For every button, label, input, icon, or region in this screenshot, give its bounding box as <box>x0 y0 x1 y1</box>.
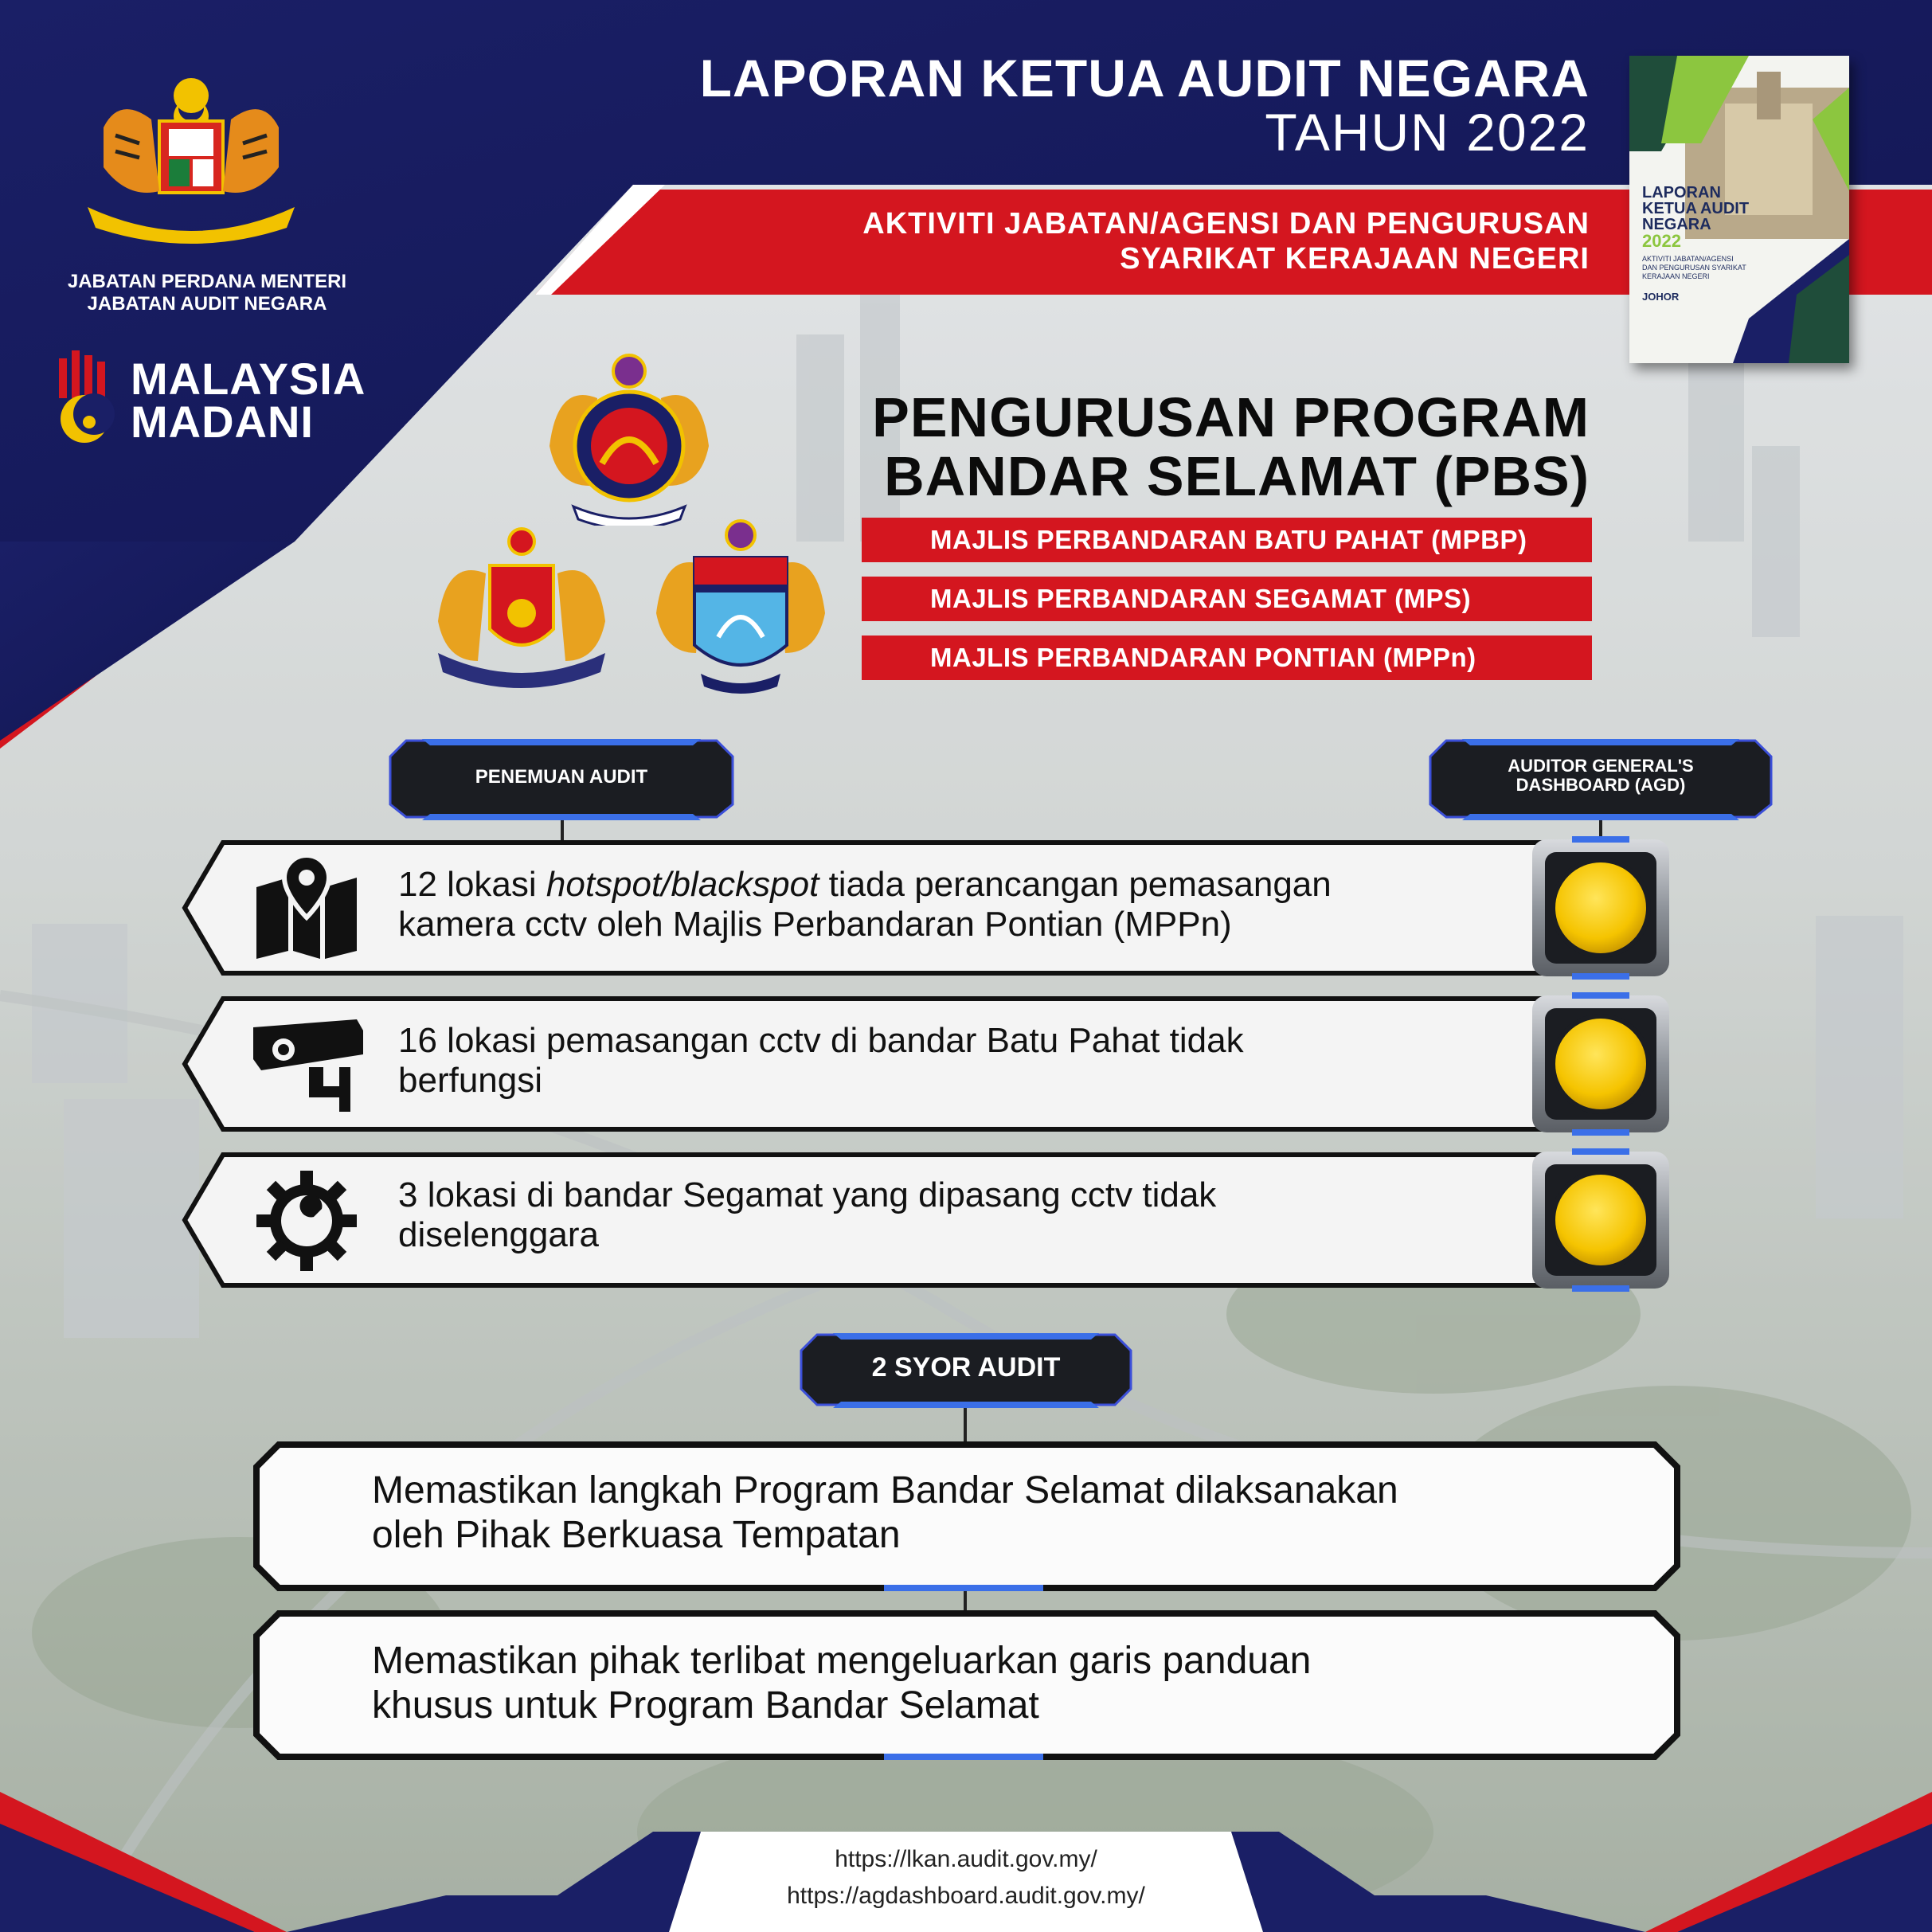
report-subtitle-line1: AKTIVITI JABATAN/AGENSI DAN PENGURUSAN <box>862 207 1590 241</box>
book-desc2: DAN PENGURUSAN SYARIKAT <box>1642 264 1746 272</box>
agd-header-line1: AUDITOR GENERAL'S <box>1508 756 1694 776</box>
recommendation-2-line1: Memastikan pihak terlibat mengeluarkan garis panduan <box>372 1640 1312 1682</box>
program-title-line1: PENGURUSAN PROGRAM <box>872 386 1590 448</box>
recommendation-2-line2: khusus untuk Program Bandar Selamat <box>372 1684 1039 1727</box>
madani-line1: MALAYSIA <box>131 354 366 404</box>
findings-header: PENEMUAN AUDIT <box>475 766 648 788</box>
report-subtitle-line2: SYARIKAT KERAJAAN NEGERI <box>1120 242 1590 276</box>
book-year: 2022 <box>1642 231 1681 251</box>
report-title: LAPORAN KETUA AUDIT NEGARA <box>699 49 1590 108</box>
council-mpbp: MAJLIS PERBANDARAN BATU PAHAT (MPBP) <box>862 518 1592 562</box>
agd-header-line2: DASHBOARD (AGD) <box>1515 775 1686 795</box>
footer-url-lkan[interactable]: https://lkan.audit.gov.my/ <box>835 1846 1097 1872</box>
finding-1-prefix: 12 lokasi <box>398 865 546 904</box>
agency-line2: JABATAN AUDIT NEGARA <box>87 293 327 315</box>
footer-url-agdashboard[interactable]: https://agdashboard.audit.gov.my/ <box>787 1883 1145 1909</box>
program-title-line2: BANDAR SELAMAT (PBS) <box>884 445 1590 507</box>
council-mppn: MAJLIS PERBANDARAN PONTIAN (MPPn) <box>862 636 1592 680</box>
book-state: JOHOR <box>1642 291 1680 303</box>
recommendation-1-line2: oleh Pihak Berkuasa Tempatan <box>372 1514 901 1556</box>
recommendation-1-line1: Memastikan langkah Program Bandar Selamat dilaksanakan <box>372 1469 1398 1512</box>
syor-header: 2 SYOR AUDIT <box>871 1352 1061 1383</box>
book-desc1: AKTIVITI JABATAN/AGENSI <box>1642 255 1734 263</box>
book-line1: LAPORAN <box>1642 184 1721 201</box>
finding-1-rest: tiada perancangan pemasangan <box>819 865 1332 904</box>
report-year: TAHUN 2022 <box>1265 103 1590 162</box>
book-line2: KETUA AUDIT <box>1642 200 1750 217</box>
agency-line1: JABATAN PERDANA MENTERI <box>67 271 347 292</box>
madani-line2: MADANI <box>131 397 314 447</box>
recommendation-2 <box>372 1639 1630 1728</box>
book-desc3: KERAJAAN NEGERI <box>1642 272 1710 280</box>
finding-3-line2: diselenggara <box>398 1215 599 1254</box>
finding-2-line1: 16 lokasi pemasangan cctv di bandar Batu Pahat tidak <box>398 1021 1244 1060</box>
finding-2-line2: berfungsi <box>398 1061 543 1100</box>
council-mps: MAJLIS PERBANDARAN SEGAMAT (MPS) <box>862 577 1592 621</box>
book-line3: NEGARA <box>1642 216 1711 233</box>
finding-1-italic: hotspot/blackspot <box>546 865 819 904</box>
finding-1-line2: kamera cctv oleh Majlis Perbandaran Pontian (MPPn) <box>398 905 1232 944</box>
recommendation-1 <box>372 1469 1630 1558</box>
finding-3-line1: 3 lokasi di bandar Segamat yang dipasang cctv tidak <box>398 1175 1217 1214</box>
